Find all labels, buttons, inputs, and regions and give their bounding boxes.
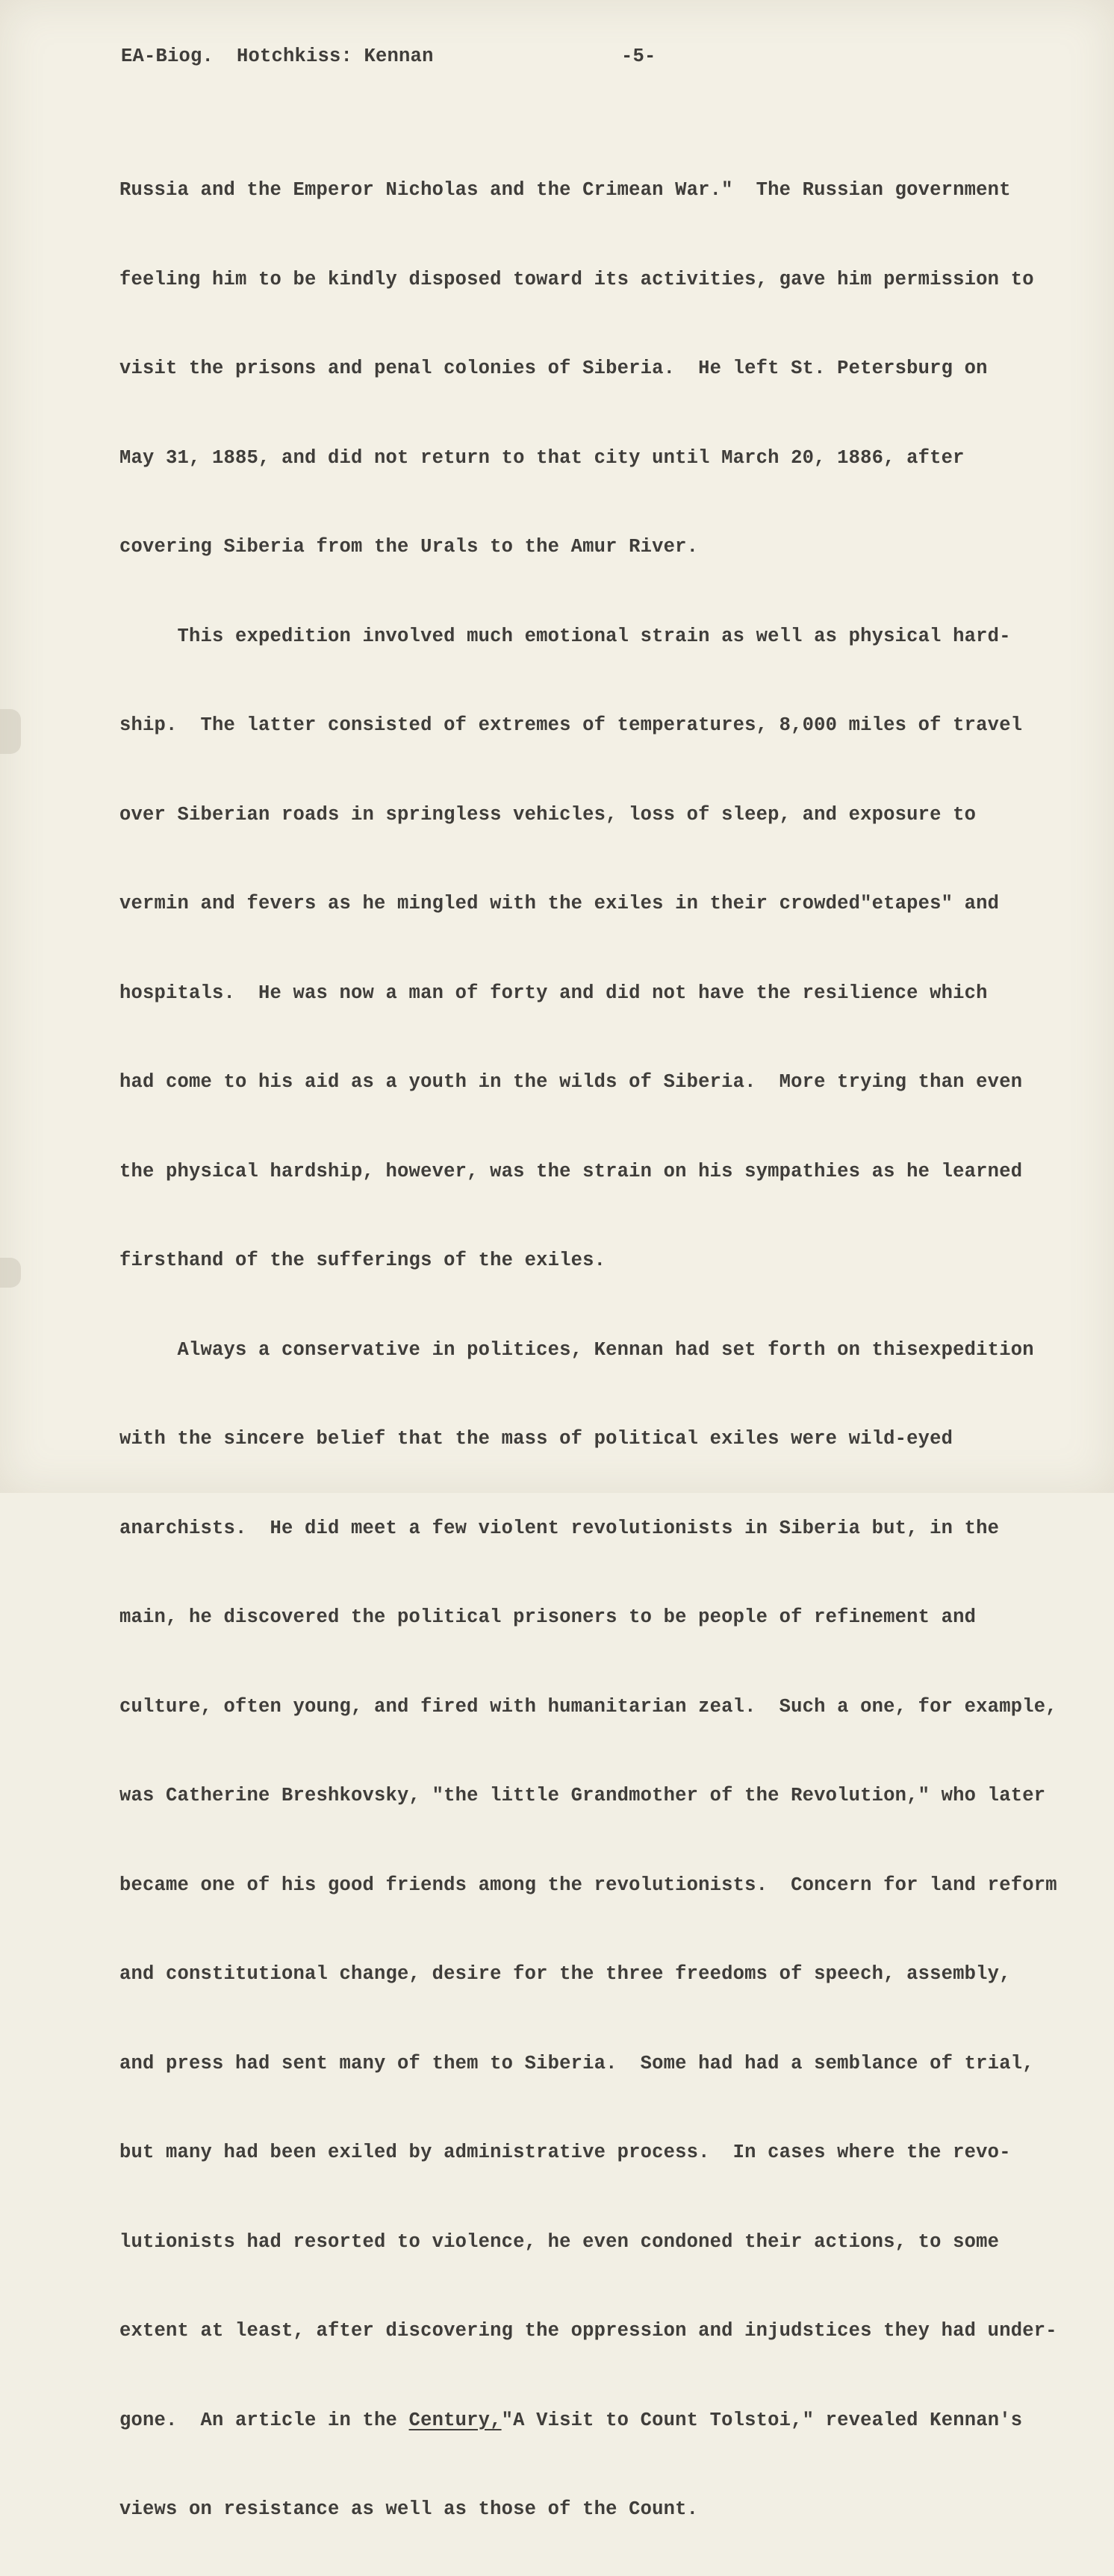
text-line: had come to his aid as a youth in the wilds of Siberia. More trying than even: [119, 1071, 1023, 1093]
text-line: became one of his good friends among the revolutionists. Concern for land reform: [119, 1874, 1057, 1896]
publication-title: Century,: [408, 2409, 502, 2431]
text-line: This expedition involved much emotional strain as well as physical hard-: [119, 625, 1011, 647]
text-line: Russia and the Emperor Nicholas and the Crimean War." The Russian government: [119, 179, 1011, 201]
text-line: feeling him to be kindly disposed toward its activities, gave him permission to: [119, 268, 1034, 290]
text-line: main, he discovered the political prisoners to be people of refinement and: [119, 1606, 977, 1628]
text-line: covering Siberia from the Urals to the Amur River.: [119, 536, 699, 558]
text-line: [119, 2398, 1053, 2444]
page-number: -5-: [621, 46, 656, 67]
text-line: and press had sent many of them to Siberia. Some had had a semblance of trial,: [119, 2052, 1034, 2074]
text-line: with the sincere belief that the mass of political exiles were wild-eyed: [119, 1428, 953, 1450]
text-line: anarchists. He did meet a few violent revolutionists in Siberia but, in the: [119, 1517, 1000, 1539]
body-text: [119, 124, 1057, 2576]
page-header: [121, 42, 656, 72]
text-line: and constitutional change, desire for the three freedoms of speech, assembly,: [119, 1963, 1011, 1985]
paper-edge-mark: [0, 709, 21, 754]
text-line: May 31, 1885, and did not return to that city until March 20, 1886, after: [119, 446, 965, 469]
text-segment: gone. An article in the: [119, 2409, 409, 2431]
text-line: visit the prisons and penal colonies of Siberia. He left St. Petersburg on: [119, 358, 988, 379]
text-line: views on resistance as well as those of the Count.: [119, 2498, 699, 2520]
text-line: extent at least, after discovering the oppression and injudstices they had under-: [119, 2320, 1057, 2342]
text-line: over Siberian roads in springless vehicles, loss of sleep, and exposure to: [119, 803, 977, 826]
text-line: was Catherine Breshkovsky, "the little Grandmother of the Revolution," who later: [119, 1785, 1046, 1806]
text-line: but many had been exiled by administrative process. In cases where the revo-: [119, 2142, 1011, 2163]
text-line: lutionists had resorted to violence, he even condoned their actions, to some: [119, 2230, 1000, 2253]
text-segment: "A Visit to Count Tolstoi," revealed Kennan's: [501, 2409, 1023, 2431]
text-line: firsthand of the sufferings of the exiles.: [119, 1250, 606, 1271]
text-line: the physical hardship, however, was the strain on his sympathies as he learned: [119, 1160, 1023, 1182]
text-line: Always a conservative in politices, Kennan had set forth on thisexpedition: [119, 1338, 1034, 1361]
text-line: vermin and fevers as he mingled with the exiles in their crowded"etapes" and: [119, 893, 1000, 914]
text-line: ship. The latter consisted of extremes of temperatures, 8,000 miles of travel: [119, 714, 1023, 736]
file-reference: EA-Biog. Hotchkiss: Kennan: [121, 46, 434, 67]
text-line: culture, often young, and fired with humanitarian zeal. Such a one, for example,: [119, 1695, 1057, 1718]
paper-edge-mark: [0, 1258, 21, 1288]
text-line: hospitals. He was now a man of forty and did not have the resilience which: [119, 982, 988, 1004]
